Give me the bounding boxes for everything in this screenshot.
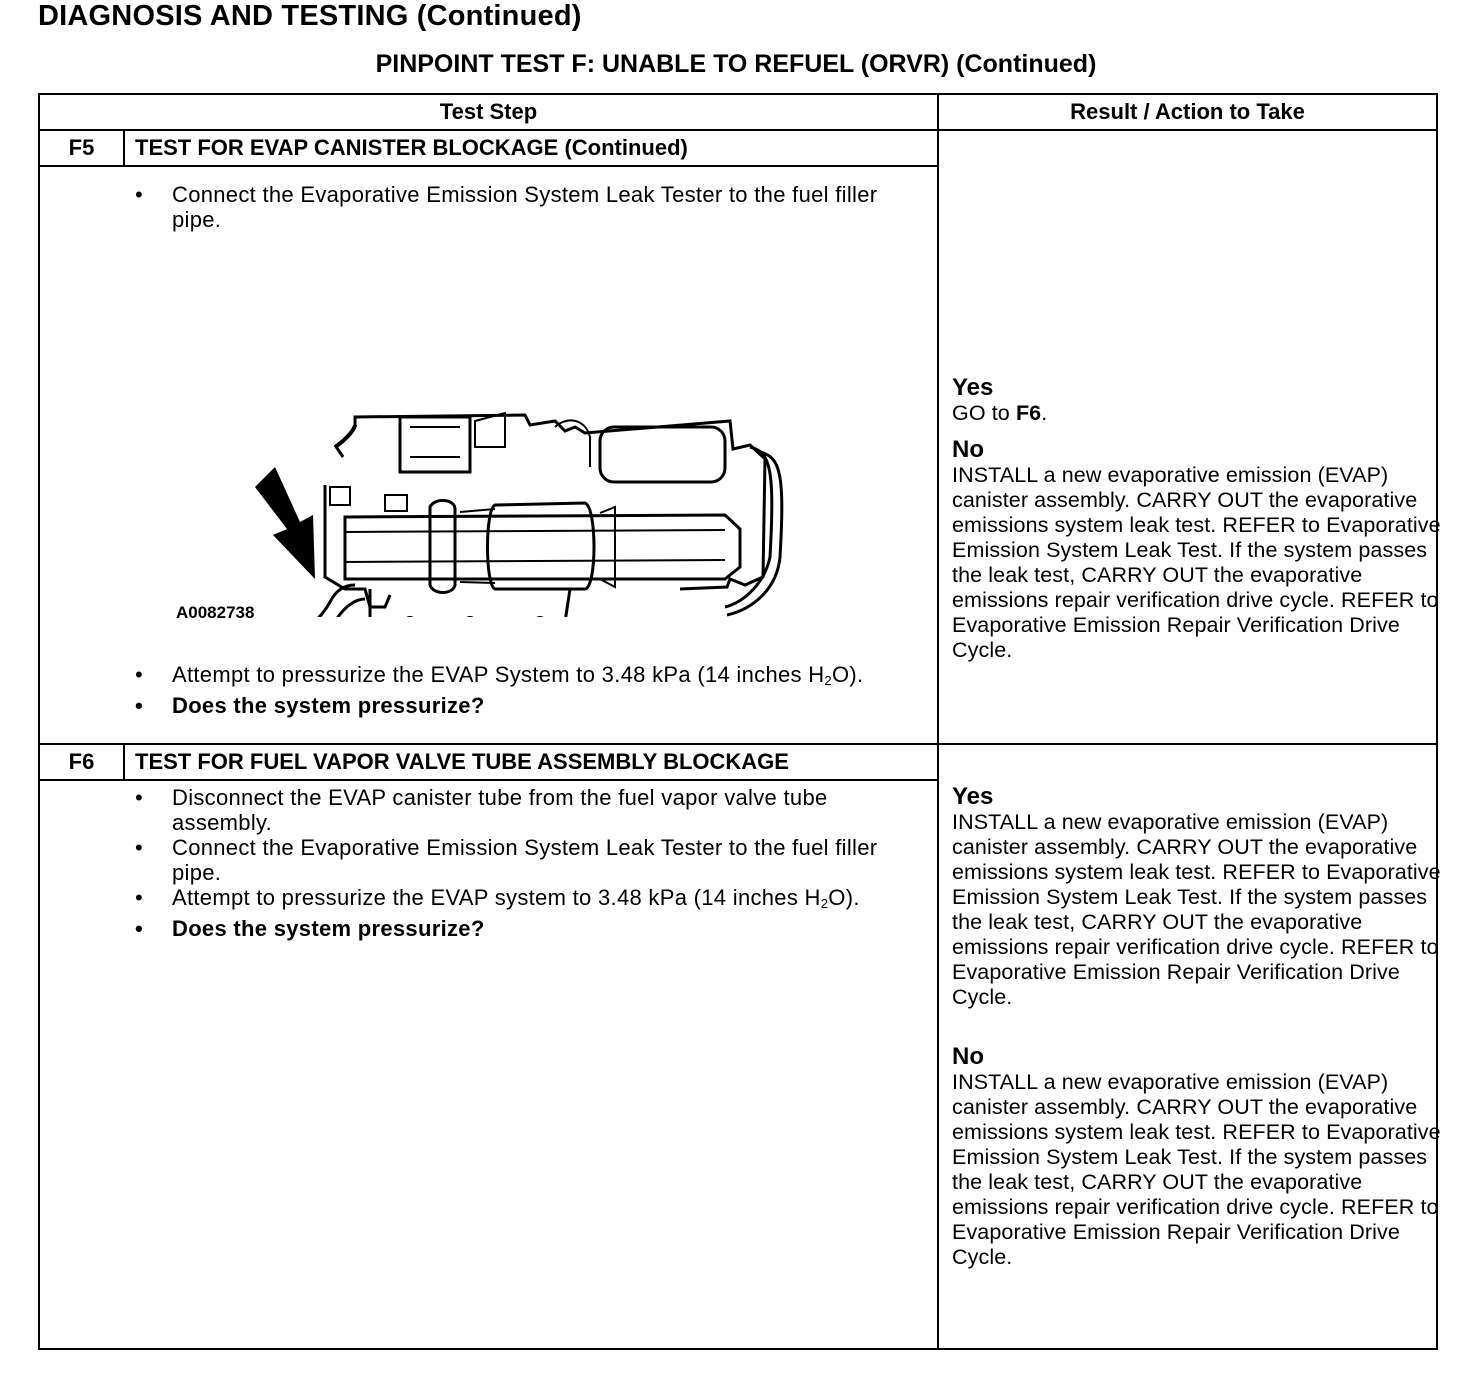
header-result-action: Result / Action to Take bbox=[1070, 99, 1305, 124]
list-item: • Does the system pressurize? bbox=[135, 916, 485, 941]
list-item: • Connect the Evaporative Emission System Leak Tester to the fuel filler pipe. bbox=[135, 835, 878, 885]
f6-bullets bbox=[135, 785, 925, 941]
f6-result bbox=[952, 783, 1442, 1270]
f6-id-divider bbox=[123, 743, 125, 779]
result-yes-text: GO to F6. bbox=[952, 401, 1048, 425]
list-item: • Does the system pressurize? bbox=[135, 693, 485, 718]
column-divider bbox=[937, 95, 939, 1348]
result-yes-label: Yes bbox=[952, 374, 994, 401]
f6-title-divider bbox=[40, 779, 937, 781]
result-yes-text: INSTALL a new evaporative emission (EVAP) canister assembly. CARRY OUT the evaporative emissions system leak test. REFER to Evaporative Emission System Leak Test. If the system passes the leak test, CARRY OUT the evaporative emissions repair verification drive cycle. REFER to Evaporative Emission Repair Verification Drive Cycle. bbox=[952, 810, 1441, 1009]
result-no-text: INSTALL a new evaporative emission (EVAP) canister assembly. CARRY OUT the evaporative emissions system leak test. REFER to Evaporative Emission System Leak Test. If the system passes the leak test, CARRY OUT the evaporative emissions repair verification drive cycle. REFER to Evaporative Emission Repair Verification Drive Cycle. bbox=[952, 463, 1441, 662]
arrow-icon bbox=[255, 467, 315, 579]
header-test-step: Test Step bbox=[439, 99, 538, 124]
evap-canister-illustration bbox=[205, 317, 785, 617]
result-no-label: No bbox=[952, 1043, 984, 1070]
f5-id-divider bbox=[123, 129, 125, 165]
pinpoint-test-title: PINPOINT TEST F: UNABLE TO REFUEL (ORVR) (Continued) bbox=[375, 50, 1097, 78]
list-item: • Attempt to pressurize the EVAP system to 3.48 kPa (14 inches $H_2O$). bbox=[135, 885, 860, 911]
step-id-f5: F5 bbox=[68, 135, 95, 160]
f5-result bbox=[952, 374, 1442, 663]
result-yes-label: Yes bbox=[952, 783, 994, 810]
list-item: • Connect the Evaporative Emission System Leak Tester to the fuel filler pipe. bbox=[135, 182, 878, 232]
f5-bullets-after bbox=[135, 662, 925, 718]
page-heading: DIAGNOSIS AND TESTING (Continued) bbox=[38, 0, 582, 32]
pinpoint-test-table bbox=[38, 93, 1441, 1350]
list-item: • Attempt to pressurize the EVAP System to 3.48 kPa (14 inches $H_2O$). bbox=[135, 662, 864, 688]
result-no-text: INSTALL a new evaporative emission (EVAP) canister assembly. CARRY OUT the evaporative emissions system leak test. REFER to Evaporative Emission System Leak Test. If the system passes the leak test, CARRY OUT the evaporative emissions repair verification drive cycle. REFER to Evaporative Emission Repair Verification Drive Cycle. bbox=[952, 1070, 1441, 1269]
f5-title-divider bbox=[40, 165, 937, 167]
step-title-f6: TEST FOR FUEL VAPOR VALVE TUBE ASSEMBLY BLOCKAGE bbox=[135, 749, 789, 774]
step-title-f5: TEST FOR EVAP CANISTER BLOCKAGE (Continued) bbox=[135, 135, 688, 160]
step-id-f6: F6 bbox=[68, 749, 95, 774]
result-no-label: No bbox=[952, 436, 984, 463]
figure-label: A0082738 bbox=[176, 603, 255, 622]
list-item: • Disconnect the EVAP canister tube from the fuel vapor valve tube assembly. bbox=[135, 785, 828, 835]
f5-bullets-before bbox=[135, 182, 925, 232]
